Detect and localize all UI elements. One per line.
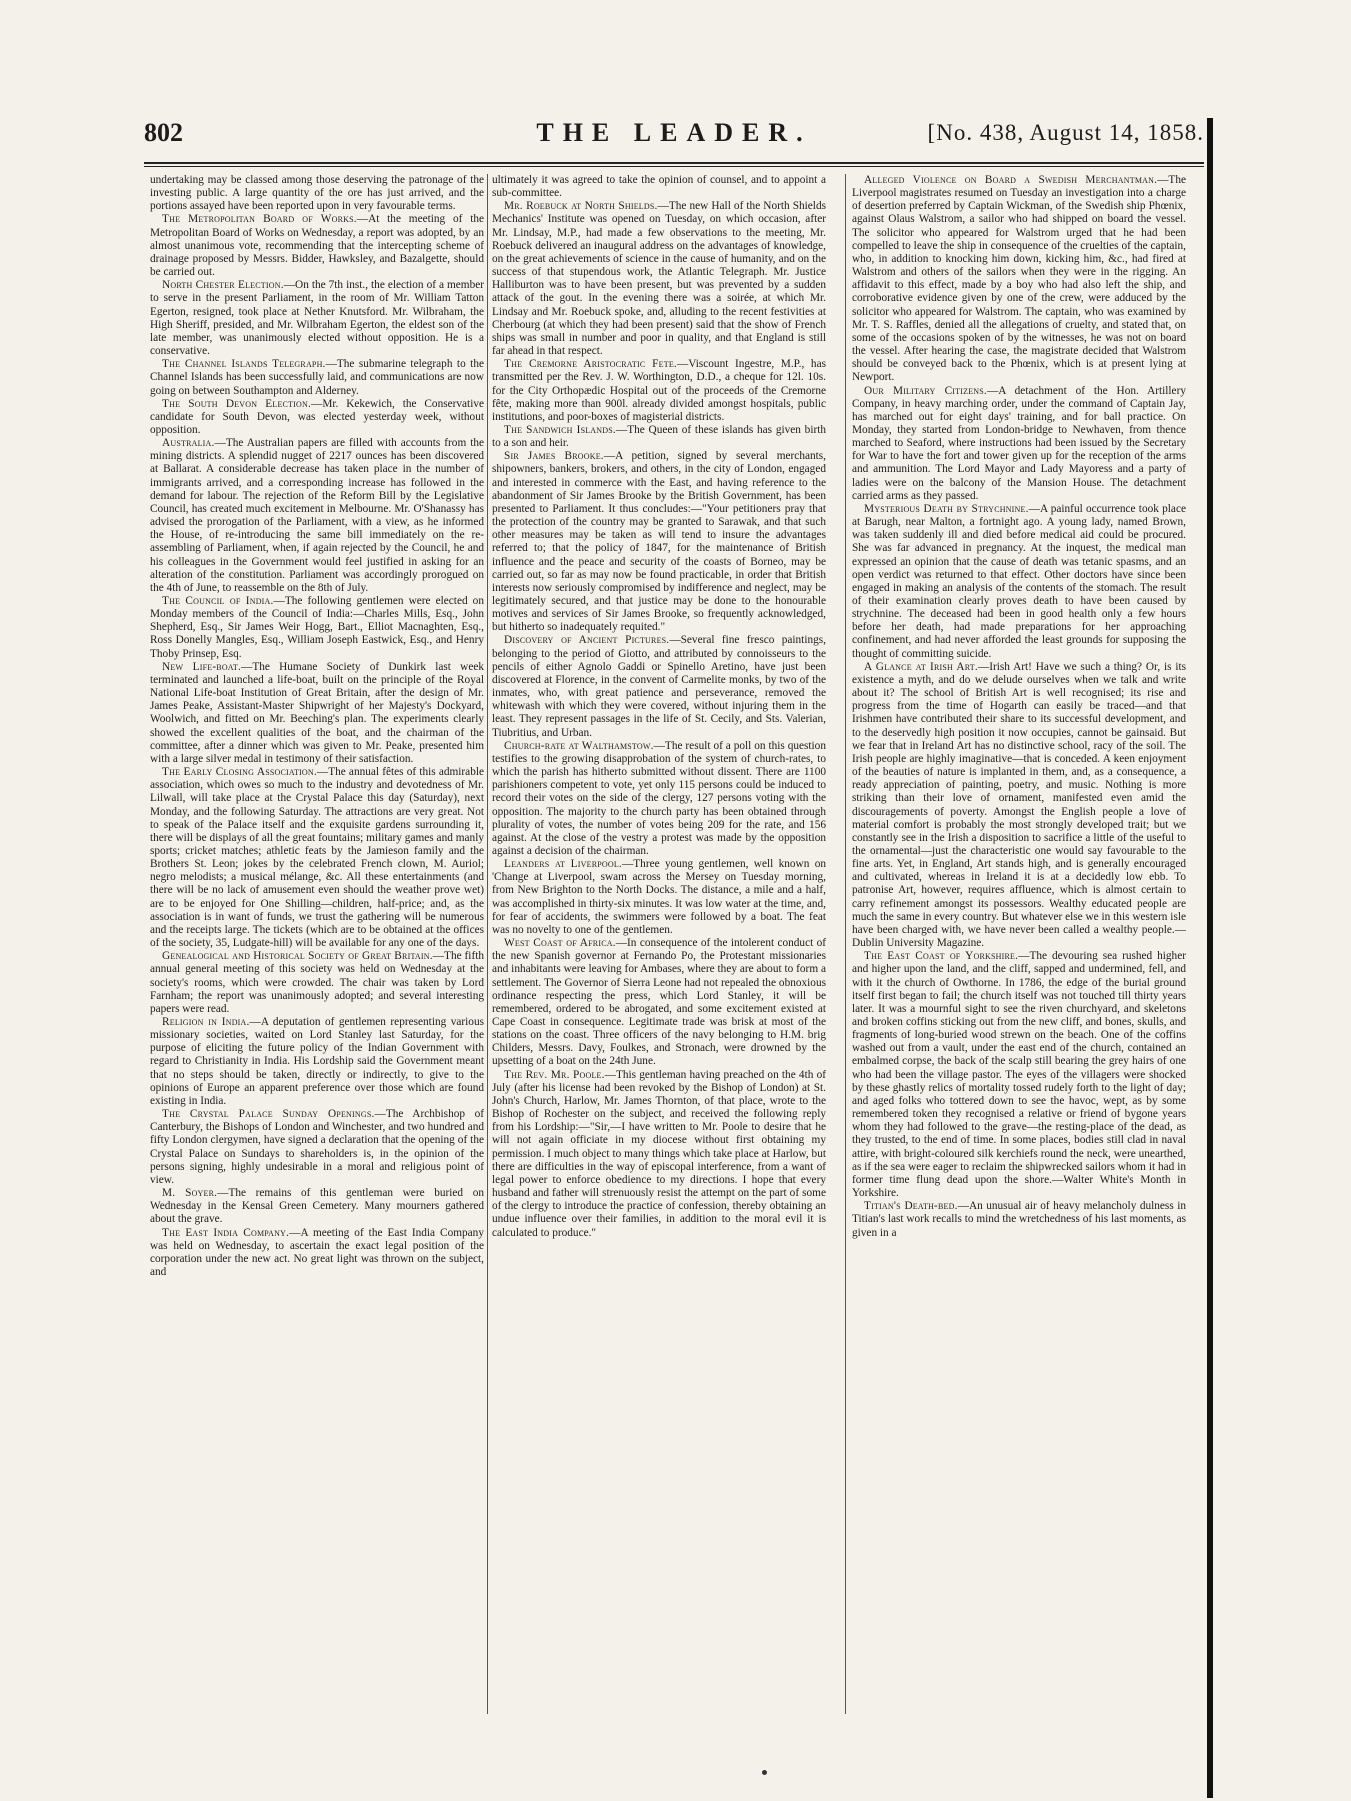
masthead-title: THE LEADER. [536, 118, 812, 147]
column-1 [150, 174, 484, 1714]
article-text: —The remains of this gentleman were buried on Wednesday in the Kensal Green Cemetery. Many mourners gathered about the grave. [150, 1187, 484, 1226]
article-heading: Church-rate at Walthamstow. [504, 739, 654, 752]
article-paragraph [150, 398, 484, 437]
article-heading: Titian's Death-bed. [864, 1200, 958, 1213]
article-paragraph [150, 766, 484, 950]
article-text: —A meeting of the East India Company was held on Wednesday, to ascertain the exact legal position of the corporation under the new act. No great light was thrown on the subject, and [150, 1226, 484, 1278]
article-text: —The submarine telegraph to the Channel Islands has been successfully laid, and communications are now going on between Southampton and Alderney. [150, 358, 484, 397]
column-divider [487, 174, 488, 1714]
article-text: —On the 7th inst., the election of a member to serve in the present Parliament, in the room of Mr. William Tatton Egerton, resigned, took place at Nether Knutsford. Mr. Wilbraham, the High Sheriff, presided, and Mr. Wilbraham Egerton, the eldest son of the late member, was unanimously elected without opposition. He is a conservative. [150, 279, 484, 358]
article-paragraph [492, 424, 826, 450]
article-paragraph [852, 174, 1186, 385]
column-3 [852, 174, 1186, 1714]
article-paragraph [492, 634, 826, 739]
column-2 [492, 174, 826, 1714]
article-text: —The following gentlemen were elected on Monday members of the Council of India:—Charles Mills, Esq., John Shepherd, Esq., Sir James Weir Hogg, Bart., Elliot Macnaghten, Esq., Ross Donelly Mangles, Esq., William Joseph Eastwick, Esq., and Henry Thoby Prinsep, Esq. [150, 595, 484, 660]
article-text: —A deputation of gentlemen representing various missionary societies, waited on Lord Stanley last Saturday, for the purpose of eliciting the future policy of the Indian Government with regard to Christianity in India. His Lordship said the Government meant that no steps should be taken, directly or indirectly, to give to the opinions of Europe an apparent preference over those which are found existing in India. [150, 1016, 484, 1107]
article-paragraph [492, 174, 826, 200]
article-text: —The fifth annual general meeting of this society was held on Wednesday at the society's rooms, which were crowded. The chair was taken by Lord Farnham; the report was unanimously adopted; and several interesting papers were read. [150, 950, 484, 1015]
article-paragraph [492, 358, 826, 424]
article-heading: The Cremorne Aristocratic Fete. [504, 358, 677, 371]
article-heading: M. Soyer. [162, 1187, 218, 1200]
article-paragraph [150, 1227, 484, 1280]
article-paragraph [150, 661, 484, 766]
header-rule-thin [144, 166, 1204, 167]
article-paragraph [150, 1016, 484, 1108]
article-text: —This gentleman having preached on the 4th of July (after his license had been revoked by the Bishop of London) at St. John's Church, Harlow, Mr. James Thornton, of that place, wrote to the Bishop of Rochester on the subject, and received the following reply from his Lordship:—"Sir,—I have written to Mr. Poole to desire that he will not again officiate in my diocese without first obtaining my permission. I much object to many things which take place at Harlow, but there are difficulties in the way of episcopal interference, from a want of legal power to enforce obedience to my directions. I hope that every husband and father will strenuously resist the attempt on the part of some of the clergy to introduce the practice of confession, thereby obtaining an undue influence over their families, in addition to the moral evil it is calculated to produce." [492, 1068, 826, 1239]
article-heading: The Rev. Mr. Poole. [504, 1068, 605, 1081]
article-text: —Viscount Ingestre, M.P., has transmitted per the Rev. J. W. Worthington, D.D., a cheque for 12l. 10s. for the City Orthopædic Hospital out of the proceeds of the Cremorne fête, making more than 900l. already divided amongst hospitals, public institutions, and poor-boxes of magisterial districts. [492, 358, 826, 423]
article-paragraph [150, 174, 484, 213]
article-paragraph [150, 437, 484, 595]
ink-dot [762, 1770, 767, 1775]
article-text: —Mr. Kekewich, the Conservative candidate for South Devon, was elected yesterday week, without opposition. [150, 397, 484, 436]
article-text: —The Australian papers are filled with accounts from the mining districts. A splendid nugget of 2217 ounces has been discovered at Ballarat. A considerable decrease has taken place in the number of immigrants arrived, and a corresponding increase has followed in the demand for labour. The rejection of the Reform Bill by the Legislative Council, has created much excitement in Melbourne. Mr. O'Shanassy has advised the prorogation of the Parliament, with a view, as he informed the House, of re-introducing the same bill immediately on the re-assembling of Parliament, when, if again rejected by the Council, he and his colleagues in the Government would feel justified in asking for an alteration of the constitution. Parliament was accordingly prorogued on the 4th of June, to reassemble on the 8th of July. [150, 437, 484, 594]
article-heading: The Metropolitan Board of Works. [162, 213, 357, 226]
column-divider [845, 174, 846, 1714]
article-heading: The Sandwich Islands. [504, 423, 616, 436]
article-heading: The Council of India. [162, 595, 274, 607]
article-text: —The Humane Society of Dunkirk last week terminated and launched a life-boat, built on the principle of the Royal National Life-boat Institution of Great Britain, after the design of Mr. James Peake, Assistant-Master Shipwright of her Majesty's Dockyard, Woolwich, and fitted on Mr. Beeching's plan. The experiments clearly showed the excellent qualities of the boat, and the chairman of the committee, after a dinner which was given to Mr. Peake, presented him with a large silver medal in testimony of their satisfaction. [150, 660, 484, 765]
article-heading: The Crystal Palace Sunday Openings. [162, 1108, 375, 1121]
article-paragraph [852, 385, 1186, 503]
article-text: —The devouring sea rushed higher and higher upon the land, and the cliff, sapped and undermined, fell, and with it the church of Owthorne. In 1786, the edge of the burial ground itself first began to fail; the church itself was not touched till thirty years later. It was a mournful sight to see the riven churchyard, and skeletons and broken coffins sticking out from the new cliff, and bones, skulls, and fragments of long-buried wood strewn on the beach. One of the coffins washed out from a vault, under the east end of the church, contained an embalmed corpse, the back of the scalp still bearing the grey hairs of one who had been the village pastor. The eyes of the villagers were shocked by these ghastly relics of mortality tossed rudely forth to the light of day; and aged folks who tottered down to see the havoc, wept, as by some remembered token they recognised a relative or friend of bygone years whom they had followed to the grave—the resting-place of the dead, as they trusted, to the end of time. In some places, bodies still clad in naval attire, with bright-coloured silk kerchiefs round the neck, were unearthed, as if the sea were eager to reclaim the shipwrecked sailors whom it had in former time flung dead upon the shore.—Walter White's Month in Yorkshire. [852, 950, 1186, 1200]
article-text: —The annual fêtes of this admirable association, which owes so much to the industry and devotedness of Mr. Lilwall, will take place at the Crystal Palace this day (Saturday), next Monday, and the following Saturday. The attractions are very great. Not to speak of the Palace itself and the exquisite gardens surrounding it, there will be displays of all the great fountains; military games and manly sports; cricket matches; athletic feats by the Jamieson family and the Brothers St. Leon; jokes by the celebrated French clown, M. Auriol; negro melodists; a musical mélange, &c. All these entertainments (and there will be no lack of amusement even should the weather prove wet) are to be enjoyed for One Shilling—children, half-price; and, as the association is in want of funds, we trust the gathering will be numerous and the receipts large. The tickets (which are to be obtained at the offices of the society, 35, Ludgate-hill) will be available for any one of the days. [150, 766, 484, 950]
article-paragraph [492, 740, 826, 858]
article-text: —An unusual air of heavy melancholy dulness in Titian's last work recalls to mind the wretchedness of his last moments, as given in a [852, 1200, 1186, 1239]
article-paragraph [852, 503, 1186, 661]
article-text: —In consequence of the intolerent conduct of the new Spanish governor at Fernando Po, the Protestant missionaries and inhabitants were leaving for Ambases, where they are about to form a settlement. The Governor of Sierra Leone had not repealed the obnoxious ordinance respecting the press, which Lord Stanley, it will be remembered, ordered to be abrogated, and some excitement existed at Cape Coast in consequence. Legitimate trade was brisk at most of the stations on the coast. Three officers of the navy belonging to H.M. brig Childers, Messrs. Davy, Foulkes, and Stronach, were drowned by the upsetting of a boat on the 24th June. [492, 937, 826, 1068]
page-header [144, 118, 1204, 156]
article-text: ultimately it was agreed to take the opinion of counsel, and to appoint a sub-committee. [492, 174, 826, 200]
article-heading: Leanders at Liverpool. [504, 858, 622, 871]
article-paragraph [492, 858, 826, 937]
article-heading: New Life-boat. [162, 660, 242, 673]
article-text: —The Queen of these islands has given birth to a son and heir. [492, 423, 826, 450]
article-paragraph [852, 1200, 1186, 1239]
article-heading: Mr. Roebuck at North Shields. [504, 200, 658, 213]
article-heading: North Chester Election. [162, 279, 284, 292]
article-heading: The East Coast of Yorkshire. [864, 950, 1019, 963]
article-paragraph [492, 450, 826, 634]
article-text: —Irish Art! Have we such a thing? Or, is its existence a myth, and do we delude ourselves when we talk and write about it? The school of British Art is well recognised; its rise and progress from the time of Hogarth can easily be traced—and that Irishmen have contributed their share to its successful development, and to the deservedly high position it now occupies, cannot be gainsaid. But we fear that in Ireland Art has no distinctive school, racy of the soil. The Irish people are highly imaginative—that is conceded. A keen enjoyment of the beauties of nature is implanted in them, and, as a consequence, a ready appreciation of painting, poetry, and music. Nothing is more striking than their love of ornament, manifested even amid the discouragements of poverty. Amongst the English people a love of material comfort is probably the most strongly developed trait; but we constantly see in the Irish a disposition to sacrifice a little of the useful to the ornamental—just the characteristic one would say favourable to the fine arts. Yet, in England, Art stands high, and is generally encouraged and cultivated, whereas in Ireland it is at a decidedly low ebb. To patronise Art, however, requires affluence, which is almost certain to carry refinement amongst its possessors. Wealthy educated people are much the same in every country. But whatever else we in this western isle have been charged with, we have never been called a wealthy people.—Dublin University Magazine. [852, 660, 1186, 950]
article-heading: Australia. [162, 437, 215, 450]
article-heading: Genealogical and Historical Society of Great Britain. [162, 950, 433, 963]
article-paragraph [492, 200, 826, 358]
article-text: —At the meeting of the Metropolitan Board of Works on Wednesday, a report was adopted, by an almost unanimous vote, recommending that the intercepting scheme of drainage proposed by Messrs. Bidder, Hawksley, and Bazalgette, should be carried out. [150, 213, 484, 279]
article-paragraph [492, 1069, 826, 1240]
article-text: —A petition, signed by several merchants, shipowners, bankers, brokers, and others, in the city of London, engaged and interested in commerce with the East, and having reference to the abandonment of Sir James Brooke by the British Government, has been presented to Parliament. It thus concludes:—"Your petitioners pray that the protection of the country may be granted to Sarawak, and that such other measures may be taken as will tend to insure the advantages referred to; that the policy of 1847, for the maintenance of British influence and the peace and security of the coasts of Borneo, may be carried out, so far as may now be found practicable, in order that British interests now seriously compromised by indifference and neglect, may be legitimately secured, and that justice may be done to the honourable motives and services of Sir James Brooke, so frequently acknowledged, but hitherto so inadequately requited." [492, 450, 826, 634]
article-heading: Sir James Brooke. [504, 450, 604, 463]
article-heading: Mysterious Death by Strychnine. [864, 502, 1029, 515]
article-heading: Religion in India. [162, 1016, 250, 1028]
article-heading: Discovery of Ancient Pictures. [504, 634, 670, 647]
article-heading: A Glance at Irish Art. [864, 660, 978, 673]
article-heading: Our Military Citizens. [864, 384, 987, 397]
article-paragraph [150, 950, 484, 1016]
article-paragraph [492, 937, 826, 1069]
article-heading: The Early Closing Association. [162, 766, 317, 779]
issue-date: [No. 438, August 14, 1858. [927, 120, 1204, 145]
article-heading: The Channel Islands Telegraph. [162, 358, 326, 371]
article-heading: The East India Company. [162, 1226, 290, 1239]
article-paragraph [852, 950, 1186, 1200]
article-text: —A painful occurrence took place at Barugh, near Malton, a fortnight ago. A young lady, named Brown, was taken suddenly ill and died before medical aid could be procured. She was far advanced in pregnancy. At the inquest, the medical man expressed an opinion that the cause of death was tetanic spasms, and an open verdict was returned to that effect. Other doctors have since been engaged in making an analysis of the contents of the stomach. The result of their examination clearly proves death to have been caused by strychnine. The deceased had been in good health only a few hours before her death, had made preparations for her approaching confinement, and had never afforded the least grounds for supposing the thought of committing suicide. [852, 502, 1186, 660]
article-text: —The Archbishop of Canterbury, the Bishops of London and Winchester, and two hundred and fifty London clergymen, have signed a declaration that the opening of the Crystal Palace on Sundays to shareholders is, in the opinion of the persons signing, highly undesirable in a moral and religious point of view. [150, 1108, 484, 1186]
article-text: —Several fine fresco paintings, belonging to the period of Giotto, and attributed by connoisseurs to the pencils of either Agnolo Gaddi or Spinello Aretino, have just been discovered at Florence, in the convent of Carmelite monks, by two of the inmates, who, with great patience and perseverance, removed the whitewash with which they were covered, without injuring them in the least. They represent passages in the life of St. Cecily, and Sts. Valerian, Tiubritius, and Urban. [492, 634, 826, 739]
article-text: undertaking may be classed among those deserving the patronage of the investing public. A large quantity of the ore has just arrived, and the portions assayed have been reported upon in very favourable terms. [150, 174, 484, 213]
article-paragraph [150, 595, 484, 661]
article-paragraph [852, 661, 1186, 950]
article-heading: West Coast of Africa. [504, 937, 616, 950]
article-paragraph [150, 1108, 484, 1187]
article-text: —The Liverpool magistrates resumed on Tuesday an investigation into a charge of desertion preferred by Captain Wickman, of the Swedish ship Phœnix, against Olaus Walstrom, a sailor who had shipped on board the vessel. The solicitor who appeared for Walstrom urged that he had been compelled to leave the ship in consequence of the cruelties of the captain, who, in addition to knocking him down, kicking him, &c., had fired at Walstrom and others of the sailors when they were in the rigging. An affidavit to this effect, made by a boy who had also left the ship, and corroborative evidence given by one of the crew, were adduced by the solicitor who appeared for Walstrom. The captain, who was examined by Mr. T. S. Raffles, denied all the allegations of cruelty, and stated that, on some of the occasions spoken of by the witnesses, he was not on board the vessel. After hearing the case, the magistrate decided that Walstrom should be conveyed back to the Phœnix, which is at present lying at Newport. [852, 174, 1186, 384]
header-rule [144, 162, 1204, 164]
article-paragraph [150, 1187, 484, 1226]
article-heading: The South Devon Election. [162, 397, 312, 410]
article-text: —The new Hall of the North Shields Mechanics' Institute was opened on Tuesday, on which occasion, after Mr. Lindsay, M.P., had made a few observations to the meeting, Mr. Roebuck delivered an inaugural address on the advantages of knowledge, on the great achievements of science in the cause of humanity, and on the success of that stupendous work, the Atlantic Telegraph. Mr. Justice Halliburton was to have been present, but was prevented by a sudden attack of the gout. In the evening there was a soirée, at which Mr. Lindsay and Mr. Roebuck spoke, and, alluding to the recent festivities at Cherbourg (at which they had been present) said that the show of French ships was small in number and poor in quality, and that England is still far ahead in that respect. [492, 200, 826, 358]
page-edge-bar [1207, 118, 1213, 1798]
article-paragraph [150, 358, 484, 397]
article-text: —A detachment of the Hon. Artillery Company, in heavy marching order, under the command of Captain Jay, has marched out for eight days' training, and for ball practice. On Monday, they started from London-bridge to Newhaven, from thence marched to Seaford, where instructions had been issued by the Secretary for War to have the fort and tower given up for the reception of the arms and ammunition. The Lord Mayor and Lady Mayoress and a party of ladies were on the balcony of the Mansion House. The detachment carried arms as they passed. [852, 384, 1186, 502]
article-paragraph [150, 279, 484, 358]
article-paragraph [150, 213, 484, 279]
article-heading: Alleged Violence on Board a Swedish Merchantman. [864, 174, 1158, 186]
page-number: 802 [144, 118, 183, 147]
article-text: —The result of a poll on this question testifies to the growing disapprobation of the system of church-rates, to which the parish has hitherto submitted without dissent. There are 1100 parishioners competent to vote, yet only 115 persons could be induced to record their votes on the side of the clergy, 127 persons voting with the opposition. The majority to the church party has been obtained through plurality of votes, the number of votes being 209 for the rate, and 156 against. At the close of the vestry a protest was made by the opposition against a decision of the chairman. [492, 739, 826, 857]
article-text: —Three young gentlemen, well known on 'Change at Liverpool, swam across the Mersey on Tuesday morning, from New Brighton to the North Docks. The distance, a mile and a half, was accomplished in thirty-six minutes. It was low water at the time, and, for fear of accidents, the swimmers were followed by a boat. The feat was no novelty to one of the gentlemen. [492, 858, 826, 936]
